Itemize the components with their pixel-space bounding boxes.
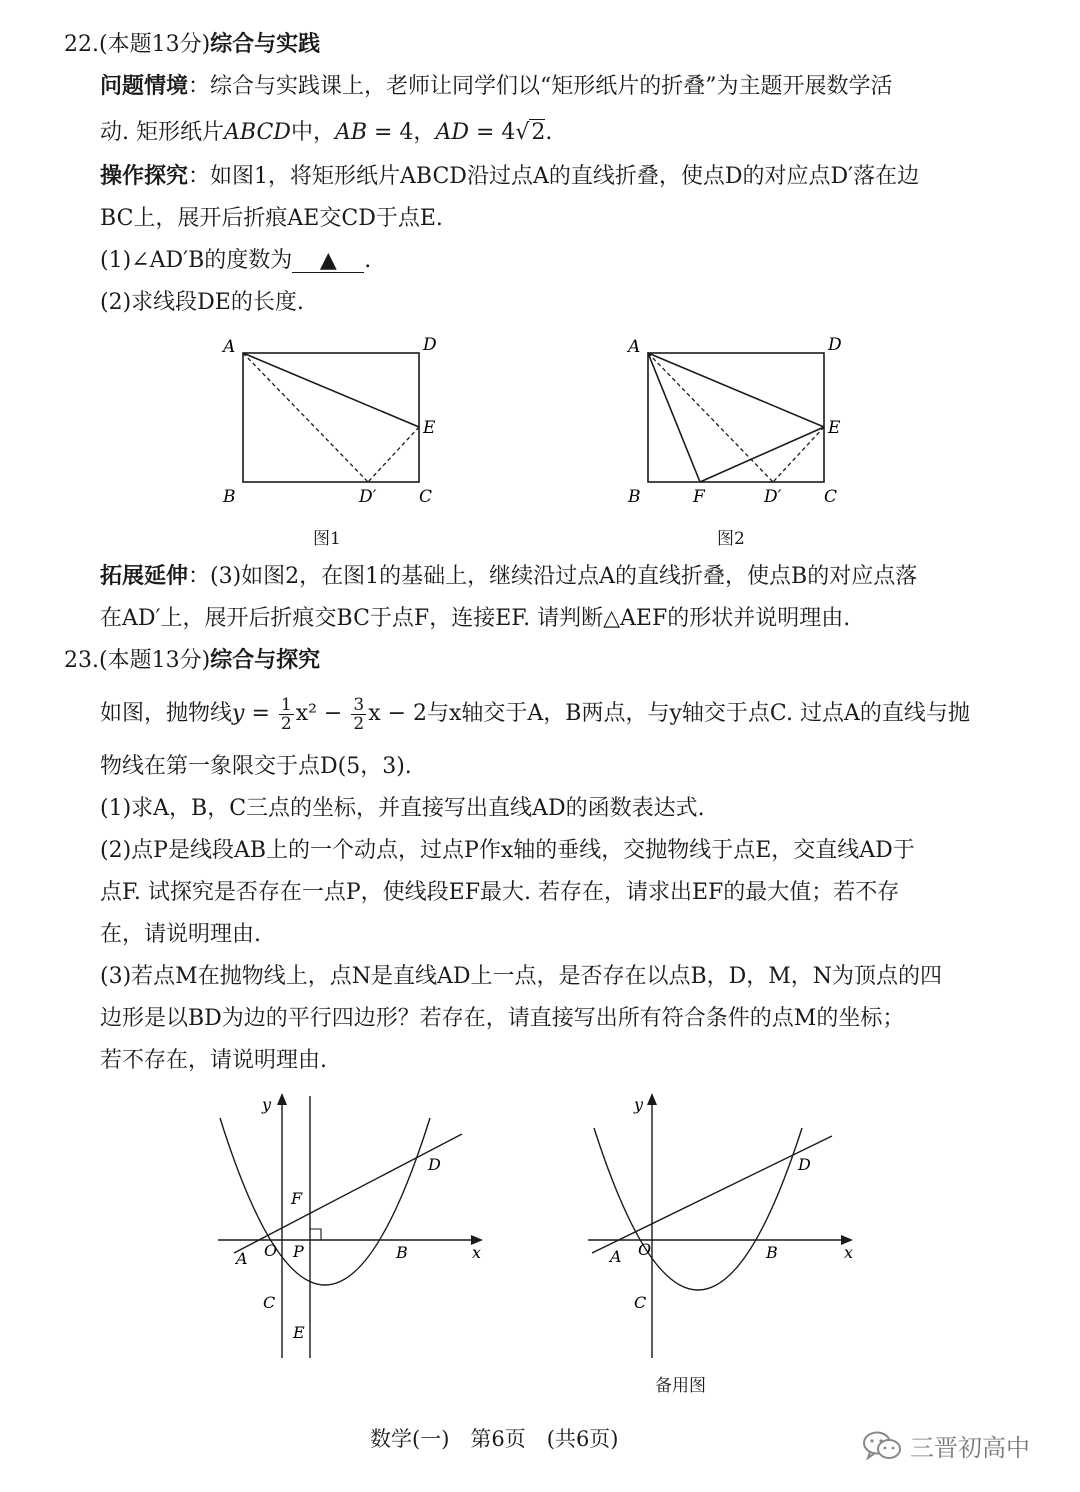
text-seg: y bbox=[232, 701, 245, 726]
backup-figure-caption: 备用图 bbox=[655, 1376, 706, 1396]
q22-explore-line2: BC上，展开后折痕AE交CD于点E. bbox=[100, 206, 443, 231]
fold-ed-prime bbox=[368, 427, 419, 482]
q22-sub1 bbox=[100, 246, 371, 276]
answer-blank: ▲ bbox=[292, 250, 364, 273]
explore-text: ：如图1，将矩形纸片ABCD沿过点A的直线折叠，使点D的对应点D′落在边 bbox=[188, 164, 920, 189]
label-b: B bbox=[223, 487, 236, 507]
label-o: O bbox=[264, 1241, 278, 1260]
q22-number: 22. bbox=[64, 32, 99, 57]
watermark bbox=[862, 1428, 1030, 1463]
parabola-graph-main bbox=[200, 1090, 500, 1370]
q23-points: (本题13分) bbox=[99, 648, 211, 673]
page-footer: 数学(一) 第6页 (共6页) bbox=[370, 1427, 619, 1451]
line-ad bbox=[234, 1134, 462, 1253]
fraction-half bbox=[279, 696, 294, 733]
text-seg: . bbox=[545, 120, 553, 145]
figure-2 bbox=[620, 332, 860, 512]
q23-sub1: (1)求A，B，C三点的坐标，并直接写出直线AD的函数表达式. bbox=[100, 796, 705, 821]
text-seg: x − 2与x轴交于A，B两点，与y轴交于点C. 过点A的直线与抛 bbox=[368, 701, 970, 726]
crease-ae bbox=[243, 353, 419, 427]
sqrt-sign: √ bbox=[515, 120, 530, 145]
label-d-prime: D′ bbox=[764, 487, 782, 507]
label-o: O bbox=[638, 1240, 652, 1259]
label-p: P bbox=[293, 1242, 304, 1261]
label-x: x bbox=[472, 1243, 482, 1262]
figure-2-caption: 图2 bbox=[717, 529, 745, 549]
label-b: B bbox=[628, 487, 641, 507]
label-e: E bbox=[293, 1323, 305, 1342]
situation-label: 问题情境 bbox=[100, 74, 189, 99]
label-a: A bbox=[236, 1249, 248, 1268]
q23-title: 综合与探究 bbox=[210, 648, 321, 673]
label-y: y bbox=[262, 1095, 272, 1114]
sqrt-radicand: 2 bbox=[531, 120, 546, 145]
label-b: B bbox=[766, 1243, 778, 1262]
fold-ed-prime bbox=[773, 427, 824, 482]
label-d: D bbox=[428, 1155, 441, 1174]
label-c: C bbox=[824, 487, 838, 507]
extend-label: 拓展延伸 bbox=[100, 564, 189, 589]
label-e: E bbox=[828, 418, 841, 438]
label-x: x bbox=[844, 1243, 854, 1262]
frac-num: 3 bbox=[353, 694, 365, 715]
fraction-three-halves bbox=[351, 696, 366, 733]
q22-sub2: (2)求线段DE的长度. bbox=[100, 290, 304, 315]
q23-sub3-line2: 边形是以BD为边的平行四边形？若存在，请直接写出所有符合条件的点M的坐标； bbox=[100, 1006, 905, 1031]
fold-ad-prime bbox=[648, 353, 773, 482]
q23-number: 23. bbox=[64, 648, 99, 673]
label-c: C bbox=[263, 1293, 276, 1312]
q23-sub3-line3: 若不存在，请说明理由. bbox=[100, 1048, 327, 1073]
label-y: y bbox=[634, 1095, 644, 1114]
parabola-curve bbox=[594, 1128, 802, 1290]
label-f: F bbox=[693, 487, 705, 507]
text-seg: 如图，抛物线 bbox=[100, 701, 233, 726]
y-axis-arrow bbox=[277, 1093, 287, 1105]
label-b: B bbox=[396, 1243, 408, 1262]
text-seg: x² − bbox=[295, 701, 350, 726]
q23-sub2-line3: 在，请说明理由. bbox=[100, 922, 261, 947]
q22-points: (本题13分) bbox=[99, 32, 211, 57]
right-angle-mark bbox=[310, 1229, 321, 1240]
label-d: D bbox=[798, 1155, 811, 1174]
extend-text: ：(3)如图2，在图1的基础上，继续沿过点A的直线折叠，使点B的对应点落 bbox=[188, 564, 918, 589]
q22-situation-line1 bbox=[100, 72, 893, 102]
q22-header bbox=[64, 30, 320, 60]
watermark-text: 三晋初高中 bbox=[910, 1434, 1030, 1462]
figure-1 bbox=[215, 332, 455, 512]
q23-sub3-line1: (3)若点M在抛物线上，点N是直线AD上一点，是否存在以点B，D，M，N为顶点的四 bbox=[100, 964, 943, 989]
text-seg: = bbox=[244, 701, 277, 726]
q22-extend-line2: 在AD′上，展开后折痕交BC于点F，连接EF. 请判断△AEF的形状并说明理由. bbox=[100, 606, 851, 631]
label-e: E bbox=[423, 418, 436, 438]
text-seg: 中， bbox=[290, 120, 335, 145]
y-axis-arrow bbox=[647, 1093, 657, 1105]
q23-intro-line2: 物线在第一象限交于点D(5，3). bbox=[100, 754, 412, 779]
label-d-prime: D′ bbox=[359, 487, 377, 507]
q23-sub2-line1: (2)点P是线段AB上的一个动点，过点P作x轴的垂线，交抛物线于点E，交直线AD于 bbox=[100, 838, 915, 863]
text-seg: AB bbox=[334, 120, 368, 145]
segment-ef bbox=[700, 427, 824, 482]
line-ad bbox=[592, 1136, 832, 1253]
text-seg: = 4 bbox=[468, 120, 516, 145]
q23-sub2-line2: 点F. 试探究是否存在一点P，使线段EF最大. 若存在，请求出EF的最大值；若不存 bbox=[100, 880, 900, 905]
wechat-icon bbox=[862, 1430, 902, 1462]
q23-header bbox=[64, 646, 320, 676]
parabola-graph-backup bbox=[570, 1090, 870, 1370]
text-seg: AD bbox=[435, 120, 469, 145]
text-seg: 动. 矩形纸片 bbox=[100, 120, 224, 145]
sub1-end: . bbox=[364, 248, 372, 273]
sub1-text: (1)∠AD′B的度数为 bbox=[100, 248, 293, 273]
label-d: D bbox=[423, 335, 437, 355]
text-seg: = 4， bbox=[367, 120, 436, 145]
situation-text: ：综合与实践课上，老师让同学们以“矩形纸片的折叠”为主题开展数学活 bbox=[188, 74, 893, 99]
q22-title: 综合与实践 bbox=[210, 32, 321, 57]
frac-den: 2 bbox=[280, 713, 292, 734]
crease-ae bbox=[648, 353, 824, 427]
frac-den: 2 bbox=[353, 713, 365, 734]
label-c: C bbox=[634, 1293, 647, 1312]
label-d: D bbox=[828, 335, 842, 355]
label-a: A bbox=[223, 337, 236, 357]
figure-1-caption: 图1 bbox=[313, 529, 341, 549]
label-a: A bbox=[628, 337, 641, 357]
frac-num: 1 bbox=[280, 694, 292, 715]
label-c: C bbox=[419, 487, 433, 507]
q23-intro-line1 bbox=[100, 694, 970, 734]
q22-situation-line2 bbox=[100, 118, 552, 148]
fold-ad-prime bbox=[243, 353, 368, 482]
rect-abcd bbox=[243, 353, 419, 482]
label-f: F bbox=[291, 1189, 303, 1208]
q22-extend-line1 bbox=[100, 562, 917, 592]
explore-label: 操作探究 bbox=[100, 164, 189, 189]
text-seg: ABCD bbox=[224, 120, 291, 145]
label-a: A bbox=[610, 1247, 622, 1266]
q22-explore-line1 bbox=[100, 162, 919, 192]
